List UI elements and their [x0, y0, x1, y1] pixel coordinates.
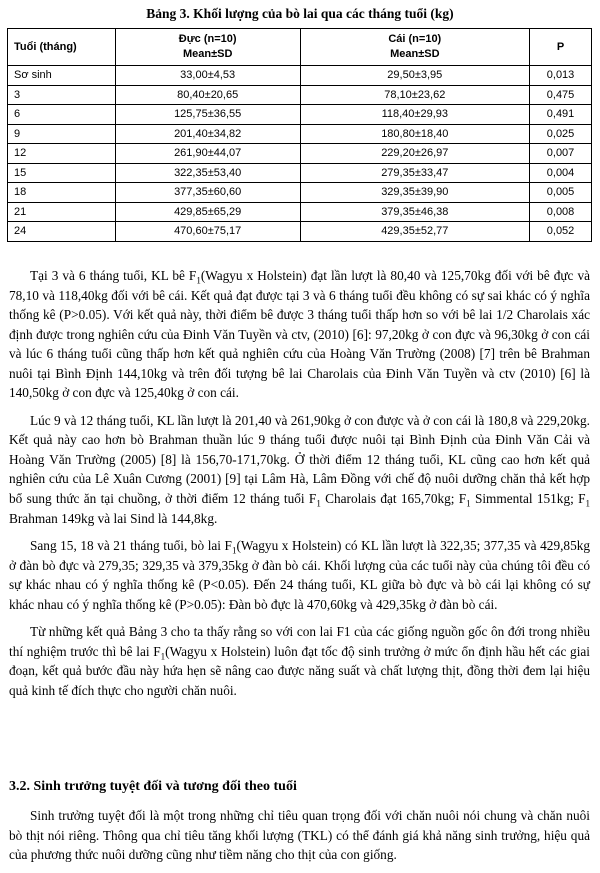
cell-age: Sơ sinh [8, 66, 116, 86]
cell-age: 15 [8, 163, 116, 183]
cell-male: 429,85±65,29 [115, 202, 300, 222]
header-male [115, 29, 300, 66]
cell-p: 0,025 [530, 124, 592, 144]
table-header-row [8, 29, 592, 66]
cell-male: 377,35±60,60 [115, 183, 300, 203]
cell-age: 21 [8, 202, 116, 222]
body-text [9, 266, 590, 708]
table-row [8, 222, 592, 242]
weight-table [7, 28, 592, 242]
section-heading: 3.2. Sinh trưởng tuyệt đối và tương đối theo tuổi [9, 779, 297, 794]
cell-female: 29,50±3,95 [300, 66, 530, 86]
cell-age: 18 [8, 183, 116, 203]
table-row [8, 66, 592, 86]
cell-age: 9 [8, 124, 116, 144]
cell-p: 0,008 [530, 202, 592, 222]
table-row [8, 202, 592, 222]
header-female-stat: Mean±SD [390, 48, 440, 60]
cell-p: 0,005 [530, 183, 592, 203]
cell-p: 0,491 [530, 105, 592, 125]
paragraph-4: Từ những kết quả Bảng 3 cho ta thấy rằng so với con lai F1 của các giống nguồn gốc ôn đới trong nhiều thí nghiệm trước thì bê lai $F_1(Wagyu$ x Holstein) luôn đạt tốc độ sinh trưởng ở mức ổn định hầu hết các giai đoạn, kết quả bước đầu này hứa hẹn sẽ nâng cao được năng suất và chất lượng thịt, đồng thời đem lại hiệu quả kinh tế đích thực cho người chăn nuôi. [9, 624, 590, 698]
cell-male: 470,60±75,17 [115, 222, 300, 242]
cell-male: 80,40±20,65 [115, 85, 300, 105]
paragraph-2: Lúc 9 và 12 tháng tuổi, KL lần lượt là 201,40 và 261,90kg ở con được và ở con cái là 180,8 và 229,20kg. Kết quả này cao hơn bò Brahman thuần lúc 9 tháng tuổi được nuôi tại Bình Định của Đinh Văn Cải và Hoàng Văn Trường (2005) [8] là 156,70-171,70kg. Ở thời điểm 12 tháng tuổi, KL cũng cao hơn kết quả nghiên cứu của Lê Xuân Cương (2001) [9] tại Lâm Hà, Lâm Đồng với chế độ nuôi dưỡng chăn thả kết hợp bổ sung thức ăn tại chuồng, ở thời điểm 12 tháng tuổi $F_1$ Charolais đạt 165,70kg; $F_1$ Simmental 151kg; $F_1$ Brahman 149kg và lai Sind là 144,8kg. [9, 412, 590, 526]
table-row [8, 144, 592, 164]
header-male-group: Đực (n=10) [178, 33, 237, 45]
header-female [300, 29, 530, 66]
header-p: P [530, 29, 592, 66]
cell-age: 12 [8, 144, 116, 164]
cell-age: 24 [8, 222, 116, 242]
paragraph-1: Tại 3 và 6 tháng tuổi, KL bê $F_1(Wagyu$ x Holstein) đạt lần lượt là 80,40 và 125,70kg đối với bê đực và 78,10 và 118,40kg đối với bê cái. Kết quả đạt được tại 3 và 6 tháng tuổi đều không có sự sai khác có ý nghĩa thống kê (P>0.05). Với kết quả này, thời điểm bê được 3 tháng tuổi thấp hơn so với bê lai 1/2 Charolais xác định được trong nghiên cứu của Đinh Văn Tuyền và ctv, (2010) [6]: 97,20kg ở con đực và 96,30kg ở con cái và lúc 6 tháng tuổi cũng thấp hơn kết quả nghiên cứu của Hoàng Văn Trường (2008) [7] trên bê Brahman nuôi tại Bình Định 144,10kg và trên đối tượng bê lai Charolais của Đinh Văn Tuyền và ctv (2010) [6] là 140,50kg ở con đực và 125,40kg ở con cái. [9, 268, 590, 401]
cell-male: 201,40±34,82 [115, 124, 300, 144]
cell-male: 261,90±44,07 [115, 144, 300, 164]
table-caption: Bảng 3. Khối lượng của bò lai qua các tháng tuổi (kg) [146, 6, 454, 21]
cell-age: 6 [8, 105, 116, 125]
cell-male: 125,75±36,55 [115, 105, 300, 125]
cell-female: 229,20±26,97 [300, 144, 530, 164]
cell-female: 379,35±46,38 [300, 202, 530, 222]
cell-female: 279,35±33,47 [300, 163, 530, 183]
cell-p: 0,013 [530, 66, 592, 86]
cell-male: 322,35±53,40 [115, 163, 300, 183]
table-row [8, 163, 592, 183]
cell-female: 429,35±52,77 [300, 222, 530, 242]
header-female-group: Cái (n=10) [388, 33, 442, 45]
table-row [8, 183, 592, 203]
table-row [8, 85, 592, 105]
paragraph-3: Sang 15, 18 và 21 tháng tuổi, bò lai $F_1(Wagyu$ x Holstein) có KL lần lượt là 322,35; 377,35 và 429,85kg ở đàn bò đực và 279,35; 329,35 và 379,35kg ở đàn bò cái. Khối lượng của các tuổi này của chúng tôi đều có sự khác nhau có ý nghĩa thống kê (P<0.05). Đến 24 tháng tuổi, KL giữa bò đực và bò cái lại không có sự khác nhau có ý nghĩa thống kê (P>0.05): Đàn bò đực là 470,60kg và 429,35kg ở đàn bò cái. [9, 538, 591, 612]
header-male-stat: Mean±SD [182, 48, 233, 60]
body-text-2 [9, 806, 590, 873]
cell-p: 0,004 [530, 163, 592, 183]
cell-female: 118,40±29,93 [300, 105, 530, 125]
table-row [8, 124, 592, 144]
paragraph-5: Sinh trưởng tuyệt đối là một trong những chỉ tiêu quan trọng đối với chăn nuôi nói chung và chăn nuôi bò thịt nói riêng. Thông qua chỉ tiêu tăng khối lượng (TKL) có thể đánh giá khả năng sinh trưởng, hiệu quả của phương thức nuôi dưỡng cũng như tiềm năng cho thịt của con giống. [9, 808, 590, 863]
cell-p: 0,475 [530, 85, 592, 105]
cell-female: 180,80±18,40 [300, 124, 530, 144]
cell-p: 0,052 [530, 222, 592, 242]
table-row [8, 105, 592, 125]
cell-female: 329,35±39,90 [300, 183, 530, 203]
cell-age: 3 [8, 85, 116, 105]
cell-female: 78,10±23,62 [300, 85, 530, 105]
header-age: Tuổi (tháng) [8, 29, 116, 66]
cell-p: 0,007 [530, 144, 592, 164]
cell-male: 33,00±4,53 [115, 66, 300, 86]
